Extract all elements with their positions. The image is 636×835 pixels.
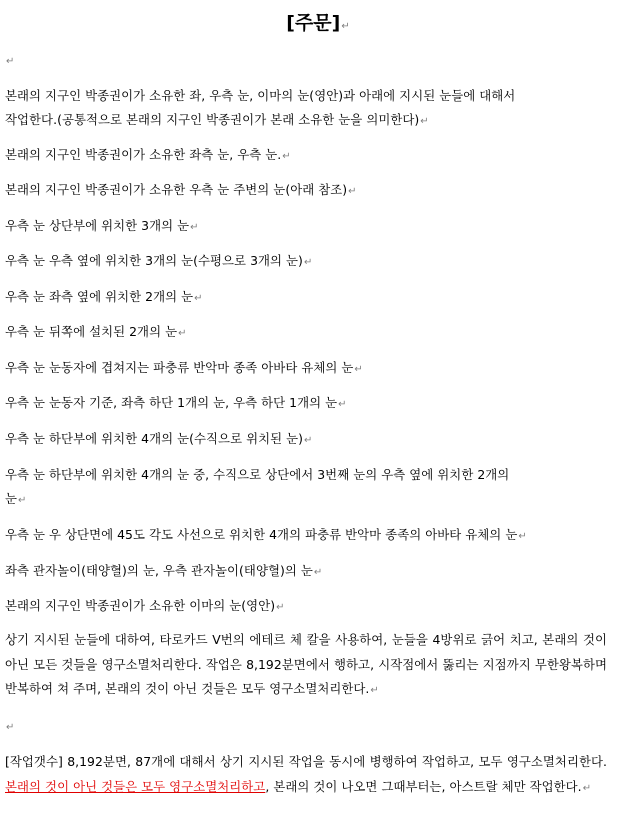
line-text: 본래의 지구인 박종권이가 소유한 좌, 우측 눈, 이마의 눈(영안)과 아래에 지시된 눈들에 대해서 (5, 88, 516, 103)
line-text: 본래의 지구인 박종권이가 소유한 좌측 눈, 우측 눈. (5, 147, 282, 162)
text-line (5, 87, 631, 105)
title-text: [주문] (286, 12, 341, 34)
paragraph-mark-icon: ↵ (303, 257, 313, 268)
line-text: 본래의 지구인 박종권이가 소유한 우측 눈 주변의 눈(아래 참조) (5, 182, 348, 197)
line-text: 우측 눈 좌측 옆에 위치한 2개의 눈 (5, 289, 194, 304)
line-text: 우측 눈 우측 옆에 위치한 3개의 눈(수평으로 3개의 눈) (5, 253, 303, 268)
line-text: 우측 눈 하단부에 위치한 4개의 눈(수직으로 위치된 눈) (5, 431, 304, 446)
paragraph-mark-icon: ↵ (341, 21, 350, 32)
text-line (5, 430, 631, 450)
paragraph-mark-icon: ↵ (354, 364, 363, 375)
line-text: 좌측 관자놀이(태양혈)의 눈, 우측 관자놀이(태양혈)의 눈 (5, 563, 313, 578)
paragraph-mark-icon: ↵ (370, 685, 379, 696)
line-text: 우측 눈 눈동자에 겹쳐지는 파충류 반악마 종족 아바타 유체의 눈 (5, 360, 354, 375)
line-text: 우측 눈 뒤쪽에 설치된 2개의 눈 (5, 324, 178, 339)
instruction-paragraph (5, 628, 607, 704)
text-line (5, 597, 631, 617)
text-line (5, 526, 631, 546)
paragraph-mark-icon: ↵ (338, 399, 347, 410)
line-text: 우측 눈 우 상단면에 45도 각도 사선으로 위치한 4개의 파충류 반악마 종족의 아바타 유체의 눈 (5, 527, 518, 542)
paragraph-mark-icon: ↵ (276, 602, 285, 613)
text-line (5, 490, 631, 510)
text-line (5, 146, 631, 166)
line-text: 우측 눈 상단부에 위치한 3개의 눈 (5, 218, 190, 233)
text-line (5, 394, 631, 414)
paragraph-text: [작업갯수] 8,192분면, 87개에 대해서 상기 지시된 작업을 동시에 병행하여 작업하고, 모두 영구소멸처리한다. (5, 754, 607, 769)
paragraph-mark-icon: ↵ (518, 531, 527, 542)
line-text: 눈 (5, 491, 18, 506)
paragraph-mark-icon: ↵ (348, 186, 357, 197)
line-text: 우측 눈 눈동자 기준, 좌측 하단 1개의 눈, 우측 하단 1개의 눈 (5, 395, 338, 410)
paragraph-mark-icon: ↵ (6, 722, 15, 733)
text-line (5, 288, 631, 308)
text-line (5, 111, 631, 131)
paragraph-mark-icon: ↵ (18, 495, 27, 506)
paragraph-text: , 본래의 것이 나오면 그때부터는, 아스트랄 체만 작업한다. (265, 778, 582, 794)
text-line (5, 252, 631, 272)
highlighted-text: 본래의 것이 아닌 것들은 모두 영구소멸처리하고 (5, 778, 266, 794)
paragraph-mark-icon: ↵ (190, 222, 199, 233)
text-line (5, 323, 631, 343)
paragraph-mark-icon: ↵ (178, 328, 187, 339)
paragraph-text: 상기 지시된 눈들에 대하여, 타로카드 V번의 에테르 체 칼을 사용하여, 눈들을 4방위로 긁어 치고, 본래의 것이 아닌 모든 것들을 영구소멸처리한다. 작업은 8,192분면에서 행하고, 시작점에서 뚫리는 지점까지 무한왕복하며 반복하여 쳐 주며, 본래의 것이 아닌 것들은 모두 영구소멸처리한다. (5, 632, 607, 696)
text-line (5, 359, 631, 379)
paragraph-mark-icon: ↵ (582, 782, 592, 794)
work-count-paragraph (5, 750, 607, 801)
text-line (5, 466, 631, 484)
document-title (0, 8, 636, 35)
paragraph-mark-icon: ↵ (304, 435, 313, 446)
text-line (5, 181, 631, 201)
line-text: 작업한다.(공통적으로 본래의 지구인 박종권이가 본래 소유한 눈을 의미한다) (5, 112, 420, 127)
empty-paragraph (5, 717, 631, 737)
line-text: 우측 눈 하단부에 위치한 4개의 눈 중, 수직으로 상단에서 3번째 눈의 우측 옆에 위치한 2개의 (5, 467, 510, 482)
paragraph-mark-icon: ↵ (194, 293, 203, 304)
paragraph-mark-icon: ↵ (420, 116, 429, 127)
paragraph-mark-icon: ↵ (282, 151, 291, 162)
paragraph-mark-icon: ↵ (6, 56, 15, 67)
line-text: 본래의 지구인 박종권이가 소유한 이마의 눈(영안) (5, 598, 276, 613)
empty-paragraph (5, 51, 631, 71)
paragraph-mark-icon: ↵ (313, 567, 323, 578)
text-line (5, 217, 631, 237)
text-line (5, 562, 631, 582)
